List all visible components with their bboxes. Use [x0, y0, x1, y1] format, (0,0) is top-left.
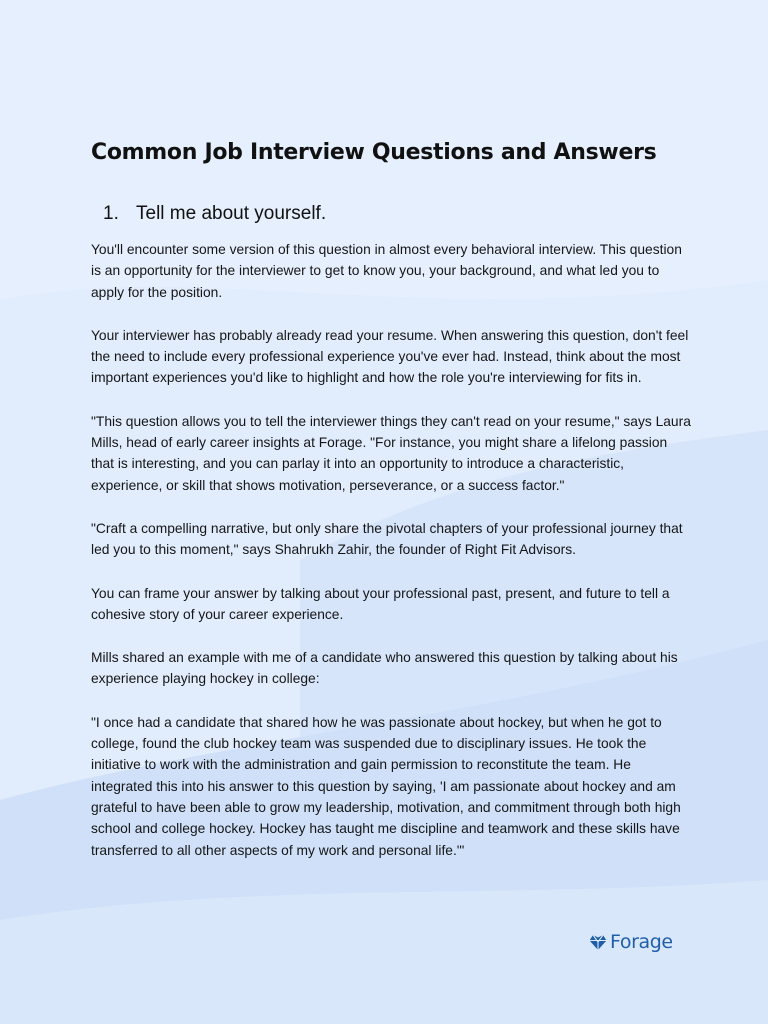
- paragraph: Mills shared an example with me of a candidate who answered this question by talking about his experience playing hockey in college:: [91, 650, 678, 687]
- question-number: 1.: [103, 203, 119, 224]
- forage-heart-icon: [588, 932, 608, 952]
- paragraph: You'll encounter some version of this question in almost every behavioral interview. This question is an opportunity for the interviewer to get to know you, your background, and what led you to apply for the position.: [91, 242, 682, 300]
- paragraph: Your interviewer has probably already read your resume. When answering this question, don't feel the need to include every professional experience you've ever had. Instead, think about the most important experiences you'd like to highlight and how the role you're interviewing for fits in.: [91, 327, 689, 386]
- logo-text: Forage: [610, 931, 673, 953]
- question-text: Tell me about yourself.: [136, 203, 327, 224]
- paragraph: "This question allows you to tell the interviewer things they can't read on your resume," says Laura Mills, head of early career insights at Forage. "For instance, you might share a lifelong passion that is interesting, and you can parlay it into an opportunity to introduce a characteristic, experience, or skill that shows motivation, perseverance, or a success factor.": [91, 413, 691, 493]
- paragraph: You can frame your answer by talking about your professional past, present, and future to tell a cohesive story of your career experience.: [91, 585, 670, 622]
- paragraph: "Craft a compelling narrative, but only share the pivotal chapters of your professional journey that led you to this moment," says Shahrukh Zahir, the founder of Right Fit Advisors.: [91, 520, 683, 558]
- paragraph: "I once had a candidate that shared how he was passionate about hockey, but when he got to college, found the club hockey team was suspended due to disciplinary issues. He took the initiative to work with the administration and gain permission to reconstitute the team. He integrated this into his answer to this question by saying, 'I am passionate about hockey and am grateful to have been able to grow my leadership, motivation, and commitment through both high school and college hockey. Hockey has taught me discipline and teamwork and these skills have transferred to all other aspects of my work and personal life.'": [91, 714, 681, 858]
- page-title: Common Job Interview Questions and Answers: [91, 140, 657, 165]
- forage-logo: [588, 926, 673, 958]
- question-heading: [103, 203, 326, 225]
- answer-body: [91, 239, 691, 883]
